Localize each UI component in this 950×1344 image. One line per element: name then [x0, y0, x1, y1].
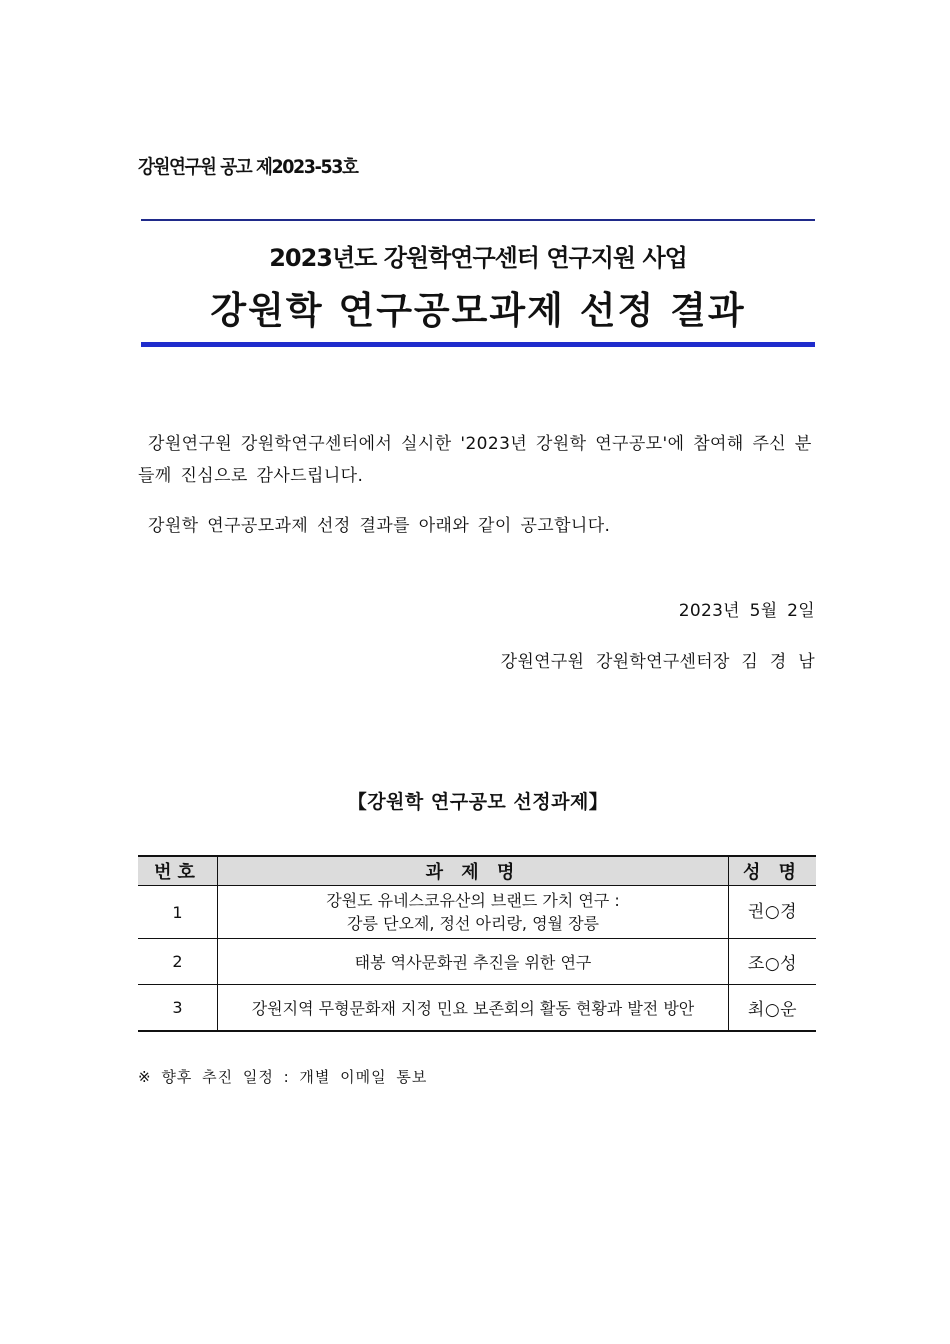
- row-title-line1: 강원도 유네스코유산의 브랜드 가치 연구 :: [326, 891, 620, 910]
- row-title: [218, 886, 729, 939]
- signer: 강원연구원 강원학연구센터장 김 경 남: [500, 652, 815, 672]
- row-number: 3: [138, 985, 218, 1032]
- announcement-date: 2023년 5월 2일: [678, 601, 815, 621]
- table-row: [138, 985, 816, 1032]
- row-title-line2: 강릉 단오제, 정선 아리랑, 영월 장릉: [347, 914, 599, 933]
- header-title: 과 제 명: [218, 856, 729, 886]
- announcement-paragraph: 강원학 연구공모과제 선정 결과를 아래와 같이 공고합니다.: [148, 516, 611, 536]
- table-title: 【강원학 연구공모 선정과제】: [347, 791, 609, 813]
- title-line-1: 2023년도 강원학연구센터 연구지원 사업: [269, 244, 687, 272]
- title-top-rule: [141, 219, 815, 221]
- footnote: ※ 향후 추진 일정 : 개별 이메일 통보: [138, 1068, 428, 1086]
- header-name: 성 명: [729, 856, 817, 886]
- row-number: 1: [138, 886, 218, 939]
- row-name: 최○운: [729, 985, 817, 1032]
- row-number: 2: [138, 939, 218, 985]
- row-name: 권○경: [729, 886, 817, 939]
- page-title: 강원학 연구공모과제 선정 결과: [210, 289, 746, 332]
- row-title: 태봉 역사문화권 추진을 위한 연구: [218, 939, 729, 985]
- selection-table: [138, 855, 816, 1032]
- table-header-row: [138, 856, 816, 886]
- table-row: [138, 939, 816, 985]
- row-name: 조○성: [729, 939, 817, 985]
- title-bottom-rule: [141, 342, 815, 347]
- notice-number: 강원연구원 공고 제2023-53호: [138, 156, 358, 178]
- table-row: [138, 886, 816, 939]
- row-title: 강원지역 무형문화재 지정 민요 보존회의 활동 현황과 발전 방안: [218, 985, 729, 1032]
- intro-paragraph: 강원연구원 강원학연구센터에서 실시한 '2023년 강원학 연구공모'에 참여해 주신 분들께 진심으로 감사드립니다.: [138, 434, 812, 486]
- header-number: 번호: [138, 856, 218, 886]
